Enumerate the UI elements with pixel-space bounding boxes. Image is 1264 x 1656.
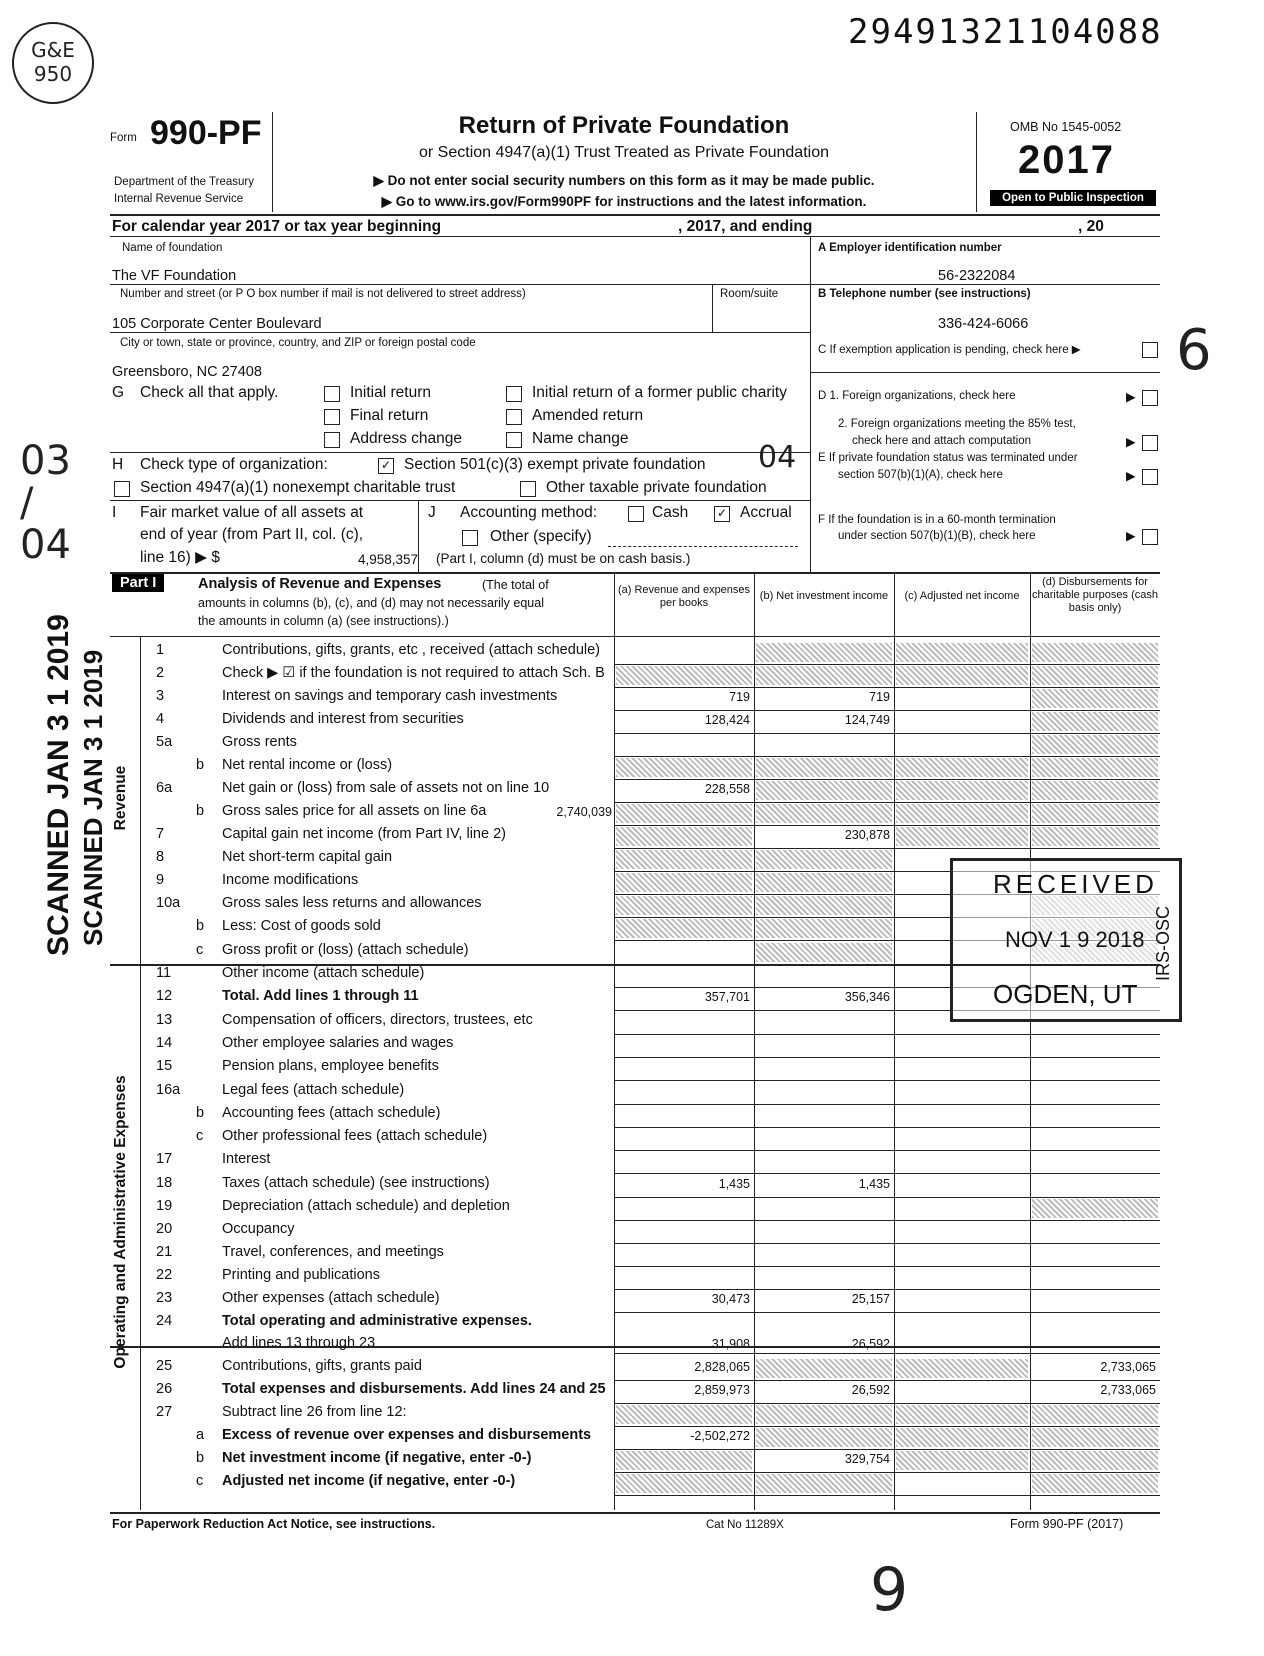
line-description: Total expenses and disbursements. Add lines 24 and 25	[222, 1381, 606, 1397]
row-rule	[614, 1057, 1160, 1058]
handwritten-9: 9	[870, 1555, 909, 1625]
amount-col-a[interactable]: 128,424	[704, 713, 750, 727]
document-locator-number: 29491321104088	[848, 12, 1163, 52]
row-rule	[614, 756, 1160, 757]
line-description: Contributions, gifts, grants, etc , received (attach schedule)	[222, 642, 600, 658]
line-number: 12	[156, 988, 173, 1004]
shaded-cell	[616, 666, 752, 685]
amount-col-a[interactable]: 719	[729, 690, 750, 704]
section-501c3-label: Section 501(c)(3) exempt private foundation	[404, 456, 706, 473]
line-description: Occupancy	[222, 1221, 295, 1237]
street-address[interactable]: 105 Corporate Center Boulevard	[112, 316, 322, 332]
row-rule	[614, 1353, 1160, 1354]
amount-col-a[interactable]: 2,828,065	[694, 1360, 750, 1374]
status-terminated-checkbox[interactable]	[1142, 469, 1158, 485]
expenses-side-label: Operating and Administrative Expenses	[112, 1075, 129, 1369]
amount-col-a[interactable]: 2,859,973	[694, 1383, 750, 1397]
line-number: 18	[156, 1175, 173, 1191]
irs-link-notice: ▶ Go to www.irs.gov/Form990PF for instructions and the latest information.	[381, 194, 867, 209]
shaded-cell	[616, 1405, 752, 1424]
line-description: Check ▶ ☑ if the foundation is not required to attach Sch. B	[222, 665, 605, 681]
status-terminated-label-2: section 507(b)(1)(A), check here	[838, 469, 1003, 481]
fmv-value[interactable]: 4,958,357	[357, 552, 418, 567]
line-number: b	[196, 757, 205, 773]
line-description: Other professional fees (attach schedule)	[222, 1128, 488, 1144]
line-description: Taxes (attach schedule) (see instructions)	[222, 1175, 490, 1191]
row-rule	[614, 733, 1160, 734]
amount-col-a[interactable]: 228,558	[704, 782, 750, 796]
shaded-cell	[1032, 689, 1158, 708]
line-description: Total operating and administrative expenses.	[222, 1313, 532, 1329]
received-stamp	[950, 858, 1182, 1022]
shaded-cell	[1032, 781, 1158, 800]
name-change-checkbox[interactable]	[506, 432, 522, 448]
shaded-cell	[616, 919, 752, 938]
shaded-cell	[1032, 1199, 1158, 1218]
shaded-cell	[1032, 643, 1158, 662]
row-rule	[614, 1380, 1160, 1381]
phone-value[interactable]: 336-424-6066	[938, 316, 1029, 332]
col-d-header: (d) Disbursements for charitable purposes (cash basis only)	[1032, 576, 1158, 614]
shaded-cell	[756, 919, 892, 938]
handwritten-0304: 03 / 04	[20, 438, 71, 568]
foreign-85-label-2: check here and attach computation	[852, 435, 1032, 447]
row-rule	[614, 1266, 1160, 1267]
line-number: b	[196, 918, 205, 934]
col-a-header: (a) Revenue and expenses per books	[617, 584, 751, 609]
line-number: 9	[156, 872, 165, 888]
shaded-cell	[896, 1451, 1028, 1470]
shaded-cell	[896, 666, 1028, 685]
fmv-label-1: Fair market value of all assets at	[140, 504, 364, 521]
shaded-cell	[1032, 712, 1158, 731]
shaded-cell	[616, 896, 752, 915]
line-description: Pension plans, employee benefits	[222, 1058, 439, 1074]
part-i-desc-1: (The total of	[482, 578, 549, 592]
other-method-label: Other (specify)	[490, 528, 592, 545]
line-number: 21	[156, 1244, 173, 1260]
scanned-stamp-1: SCANNED JAN 3 1 2019	[42, 614, 75, 956]
line-description: Net short-term capital gain	[222, 849, 393, 865]
line-description: Gross profit or (loss) (attach schedule)	[222, 942, 469, 958]
amended-return-label: Amended return	[532, 407, 644, 424]
shaded-cell	[1032, 1428, 1158, 1447]
row-rule	[614, 1312, 1160, 1313]
line-description: Other income (attach schedule)	[222, 965, 425, 981]
shaded-cell	[756, 1359, 892, 1378]
cash-basis-note: (Part I, column (d) must be on cash basis.)	[436, 551, 691, 566]
received-stamp-city: OGDEN, UT	[993, 979, 1138, 1009]
shaded-cell	[896, 781, 1028, 800]
amount-col-b[interactable]: 25,157	[851, 1292, 890, 1306]
tax-year: 2017	[1018, 138, 1115, 182]
public-inspection-badge: Open to Public Inspection	[990, 190, 1156, 206]
line-number: 13	[156, 1012, 173, 1028]
row-rule	[614, 1426, 1160, 1427]
foreign-85-label: 2. Foreign organizations meeting the 85% test,	[838, 418, 1076, 430]
row-rule	[614, 1449, 1160, 1450]
col-b-header: (b) Net investment income	[759, 590, 889, 602]
line-description: Net investment income (if negative, enter -0-)	[222, 1450, 532, 1466]
shaded-cell	[616, 804, 752, 823]
shaded-cell	[1032, 1451, 1158, 1470]
address-change-checkbox[interactable]	[324, 432, 340, 448]
line-description: Total. Add lines 1 through 11	[222, 988, 419, 1004]
shaded-cell	[616, 1474, 752, 1493]
part-i-tag: Part I	[112, 574, 164, 592]
shaded-cell	[896, 643, 1028, 662]
line-description: Interest	[222, 1151, 271, 1167]
section-4947-label: Section 4947(a)(1) nonexempt charitable trust	[140, 479, 456, 496]
line-number: 23	[156, 1290, 173, 1306]
amount-col-b[interactable]: 26,592	[851, 1383, 890, 1397]
calendar-ending-label: , 2017, and ending	[678, 218, 813, 235]
row-rule	[614, 802, 1160, 803]
line-number: c	[196, 1128, 204, 1144]
shaded-cell	[896, 758, 1028, 777]
revenue-side-label: Revenue	[112, 765, 129, 831]
shaded-cell	[756, 873, 892, 892]
shaded-cell	[1032, 666, 1158, 685]
row-rule	[614, 1289, 1160, 1290]
fmv-label-3: line 16) ▶ $	[140, 549, 220, 566]
handwritten-6: 6	[1176, 318, 1212, 383]
final-return-label: Final return	[350, 407, 429, 424]
line-number: b	[196, 1450, 205, 1466]
line-description: Adjusted net income (if negative, enter -0-)	[222, 1473, 516, 1489]
section-rule	[110, 964, 1160, 966]
row-rule	[614, 1472, 1160, 1473]
part-i-desc-3: the amounts in column (a) (see instructions).)	[198, 614, 449, 628]
name-change-label: Name change	[532, 430, 629, 447]
line-description: Gross sales price for all assets on line 6a	[222, 803, 487, 819]
line-number: 25	[156, 1358, 173, 1374]
row-rule	[614, 779, 1160, 780]
accounting-method-label: Accounting method:	[460, 504, 598, 521]
row-rule	[614, 710, 1160, 711]
row-rule	[614, 1197, 1160, 1198]
row-rule	[614, 1104, 1160, 1105]
section-g-letter: G	[112, 384, 125, 401]
section-4947-checkbox[interactable]	[114, 481, 130, 497]
arrow-icon: ▶	[1126, 529, 1136, 543]
shaded-cell	[756, 896, 892, 915]
inline-amount[interactable]: 2,740,039	[556, 805, 612, 819]
amount-col-b[interactable]: 356,346	[844, 990, 890, 1004]
section-g-label: Check all that apply.	[140, 384, 279, 401]
line-number: c	[196, 1473, 204, 1489]
amount-col-a[interactable]: -2,502,272	[690, 1429, 750, 1443]
amount-col-d[interactable]: 2,733,065	[1100, 1360, 1156, 1374]
shaded-cell	[616, 827, 752, 846]
row-rule	[614, 825, 1160, 826]
form-title: Return of Private Foundation	[458, 112, 790, 139]
line-number: b	[196, 1105, 205, 1121]
section-rule	[110, 1346, 1160, 1348]
line-description: Depreciation (attach schedule) and depletion	[222, 1198, 510, 1214]
line-description: Net gain or (loss) from sale of assets not on line 10	[222, 780, 550, 796]
shaded-cell	[1032, 735, 1158, 754]
line-description: Accounting fees (attach schedule)	[222, 1105, 441, 1121]
row-rule	[614, 664, 1160, 665]
section-501c3-checkbox[interactable]: ✓	[378, 458, 394, 474]
shaded-cell	[756, 758, 892, 777]
former-charity-label: Initial return of a former public charity	[532, 384, 787, 401]
received-stamp-top: RECEIVED	[993, 869, 1158, 899]
amount-col-a[interactable]: 357,701	[704, 990, 750, 1004]
section-h-label: Check type of organization:	[140, 456, 328, 473]
fmv-label-2: end of year (from Part II, col. (c),	[140, 526, 364, 543]
form-footer-id: Form 990-PF (2017)	[1010, 1517, 1124, 1531]
irs-osc-stamp: IRS-OSC	[1153, 905, 1173, 981]
other-taxable-checkbox[interactable]	[520, 481, 536, 497]
form-prefix: Form	[110, 132, 137, 144]
shaded-cell	[756, 804, 892, 823]
line-number: 11	[156, 965, 172, 981]
line-number: 8	[156, 849, 165, 865]
accrual-label: Accrual	[740, 504, 792, 521]
line-description: Income modifications	[222, 872, 359, 888]
arrow-icon: ▶	[1126, 469, 1136, 483]
line-number: 2	[156, 665, 165, 681]
amount-col-b[interactable]: 1,435	[858, 1177, 890, 1191]
shaded-cell	[756, 943, 892, 962]
line-number: 7	[156, 826, 165, 842]
line-number: 15	[156, 1058, 173, 1074]
line-description: Gross sales less returns and allowances	[222, 895, 482, 911]
shaded-cell	[756, 781, 892, 800]
line-number: 10a	[156, 895, 181, 911]
section-h-letter: H	[112, 456, 124, 473]
arrow-icon: ▶	[1126, 390, 1136, 404]
part-i-title: Analysis of Revenue and Expenses	[198, 576, 442, 592]
line-description: Capital gain net income (from Part IV, line 2)	[222, 826, 506, 842]
shaded-cell	[896, 804, 1028, 823]
dept-treasury: Department of the Treasury	[114, 176, 254, 188]
line-description: Contributions, gifts, grants paid	[222, 1358, 422, 1374]
line-number: 14	[156, 1035, 173, 1051]
final-return-checkbox[interactable]	[324, 409, 340, 425]
row-rule	[614, 1127, 1160, 1128]
omb-number: OMB No 1545-0052	[1010, 120, 1122, 134]
line-number: 27	[156, 1404, 173, 1420]
former-charity-checkbox[interactable]	[506, 386, 522, 402]
line-number: 26	[156, 1381, 173, 1397]
cash-label: Cash	[652, 504, 689, 521]
line-description-cont: Add lines 13 through 23	[222, 1335, 376, 1351]
shaded-cell	[896, 827, 1028, 846]
line-description: Travel, conferences, and meetings	[222, 1244, 444, 1260]
shaded-cell	[1032, 804, 1158, 823]
row-rule	[614, 1034, 1160, 1035]
city-label: City or town, state or province, country, and ZIP or foreign postal code	[120, 337, 476, 349]
amount-col-b[interactable]: 26,592	[851, 1337, 890, 1351]
sixty-month-label-2: under section 507(b)(1)(B), check here	[838, 530, 1036, 542]
exemption-pending-checkbox[interactable]	[1142, 342, 1158, 358]
form-number: 990-PF	[150, 114, 262, 152]
row-rule	[614, 687, 1160, 688]
amount-col-a[interactable]: 30,473	[711, 1292, 750, 1306]
line-number: 16a	[156, 1082, 181, 1098]
scanned-stamp-2: SCANNED JAN 3 1 2019	[78, 649, 108, 946]
line-number: 17	[156, 1151, 173, 1167]
line-description: Less: Cost of goods sold	[222, 918, 381, 934]
sixty-month-checkbox[interactable]	[1142, 529, 1158, 545]
shaded-cell	[756, 643, 892, 662]
received-stamp-date: NOV 1 9 2018	[1005, 927, 1145, 952]
line-number: 19	[156, 1198, 173, 1214]
section-i-letter: I	[112, 504, 117, 521]
line-number: 5a	[156, 734, 173, 750]
col-c-header: (c) Adjusted net income	[904, 590, 1020, 602]
shaded-cell	[616, 873, 752, 892]
exemption-pending-label: C If exemption application is pending, check here ▶	[818, 344, 1081, 356]
line-number: 1	[156, 642, 165, 658]
paperwork-notice: For Paperwork Reduction Act Notice, see instructions.	[112, 1517, 436, 1531]
shaded-cell	[1032, 1405, 1158, 1424]
shaded-cell	[616, 1451, 752, 1470]
phone-label: B Telephone number (see instructions)	[818, 288, 1031, 300]
line-description: Other expenses (attach schedule)	[222, 1290, 440, 1306]
line-description: Subtract line 26 from line 12:	[222, 1404, 407, 1420]
line-number: b	[196, 803, 205, 819]
foreign-org-label: D 1. Foreign organizations, check here	[818, 390, 1016, 402]
city-state-zip[interactable]: Greensboro, NC 27408	[112, 364, 262, 380]
line-description: Interest on savings and temporary cash investments	[222, 688, 558, 704]
line-number: 22	[156, 1267, 173, 1283]
line-number: c	[196, 942, 204, 958]
shaded-cell	[756, 1474, 892, 1493]
form-subtitle: or Section 4947(a)(1) Trust Treated as Private Foundation	[419, 144, 829, 161]
irs-label: Internal Revenue Service	[114, 193, 244, 205]
other-method-checkbox[interactable]	[462, 530, 478, 546]
ssn-notice: ▶ Do not enter social security numbers on this form as it may be made public.	[373, 173, 875, 188]
line-description: Excess of revenue over expenses and disbursements	[222, 1427, 592, 1443]
shaded-cell	[896, 1405, 1028, 1424]
street-label: Number and street (or P O box number if mail is not delivered to street address)	[120, 288, 526, 300]
catalog-number: Cat No 11289X	[706, 1519, 784, 1531]
shaded-cell	[896, 1359, 1028, 1378]
amount-col-b[interactable]: 124,749	[844, 713, 890, 727]
name-label: Name of foundation	[122, 242, 223, 254]
handwritten-circle-note	[12, 22, 94, 104]
row-rule	[614, 1220, 1160, 1221]
row-rule	[614, 1150, 1160, 1151]
row-rule	[614, 1495, 1160, 1496]
shaded-cell	[896, 1428, 1028, 1447]
handwritten-corner-text: G&E 950	[31, 38, 75, 86]
foundation-name[interactable]: The VF Foundation	[112, 268, 237, 284]
amount-col-b[interactable]: 329,754	[844, 1452, 890, 1466]
accrual-checkbox[interactable]: ✓	[714, 506, 730, 522]
initial-return-checkbox[interactable]	[324, 386, 340, 402]
line-description: Other employee salaries and wages	[222, 1035, 454, 1051]
amended-return-checkbox[interactable]	[506, 409, 522, 425]
line-number: a	[196, 1427, 205, 1443]
amount-col-b[interactable]: 719	[869, 690, 890, 704]
shaded-cell	[1032, 1474, 1158, 1493]
line-description: Net rental income or (loss)	[222, 757, 393, 773]
cash-checkbox[interactable]	[628, 506, 644, 522]
shaded-cell	[756, 666, 892, 685]
amount-col-a[interactable]: 31,908	[711, 1337, 750, 1351]
shaded-cell	[616, 758, 752, 777]
arrow-icon: ▶	[1126, 435, 1136, 449]
line-description: Legal fees (attach schedule)	[222, 1082, 405, 1098]
amount-col-b[interactable]: 230,878	[844, 828, 890, 842]
sixty-month-label: F If the foundation is in a 60-month termination	[818, 514, 1056, 526]
row-rule	[614, 1403, 1160, 1404]
shaded-cell	[756, 850, 892, 869]
line-number: 20	[156, 1221, 173, 1237]
line-number: 4	[156, 711, 165, 727]
section-j-letter: J	[428, 504, 436, 521]
line-number: 24	[156, 1313, 173, 1329]
amount-col-a[interactable]: 1,435	[718, 1177, 750, 1191]
foreign-org-checkbox[interactable]	[1142, 390, 1158, 406]
line-description: Gross rents	[222, 734, 297, 750]
other-taxable-label: Other taxable private foundation	[546, 479, 767, 496]
calendar-year-label: For calendar year 2017 or tax year beginning	[112, 218, 442, 235]
row-rule	[614, 1243, 1160, 1244]
calendar-century-label: , 20	[1078, 218, 1104, 235]
line-number: 6a	[156, 780, 173, 796]
amount-col-d[interactable]: 2,733,065	[1100, 1383, 1156, 1397]
foreign-85-checkbox[interactable]	[1142, 435, 1158, 451]
line-description: Dividends and interest from securities	[222, 711, 464, 727]
row-rule	[614, 1080, 1160, 1081]
initial-return-label: Initial return	[350, 384, 431, 401]
line-description: Compensation of officers, directors, trustees, etc	[222, 1012, 533, 1028]
row-rule	[614, 1173, 1160, 1174]
row-rule	[614, 848, 1160, 849]
line-number: 3	[156, 688, 165, 704]
ein-value[interactable]: 56-2322084	[938, 268, 1016, 284]
part-i-desc-2: amounts in columns (b), (c), and (d) may not necessarily equal	[198, 596, 544, 610]
shaded-cell	[1032, 827, 1158, 846]
shaded-cell	[1032, 758, 1158, 777]
address-change-label: Address change	[350, 430, 463, 447]
room-suite-label: Room/suite	[720, 288, 779, 300]
shaded-cell	[616, 850, 752, 869]
line-description: Printing and publications	[222, 1267, 380, 1283]
ein-label: A Employer identification number	[818, 242, 1002, 254]
handwritten-04: 04	[758, 440, 797, 475]
shaded-cell	[756, 1428, 892, 1447]
shaded-cell	[756, 1405, 892, 1424]
status-terminated-label: E If private foundation status was terminated under	[818, 452, 1078, 464]
